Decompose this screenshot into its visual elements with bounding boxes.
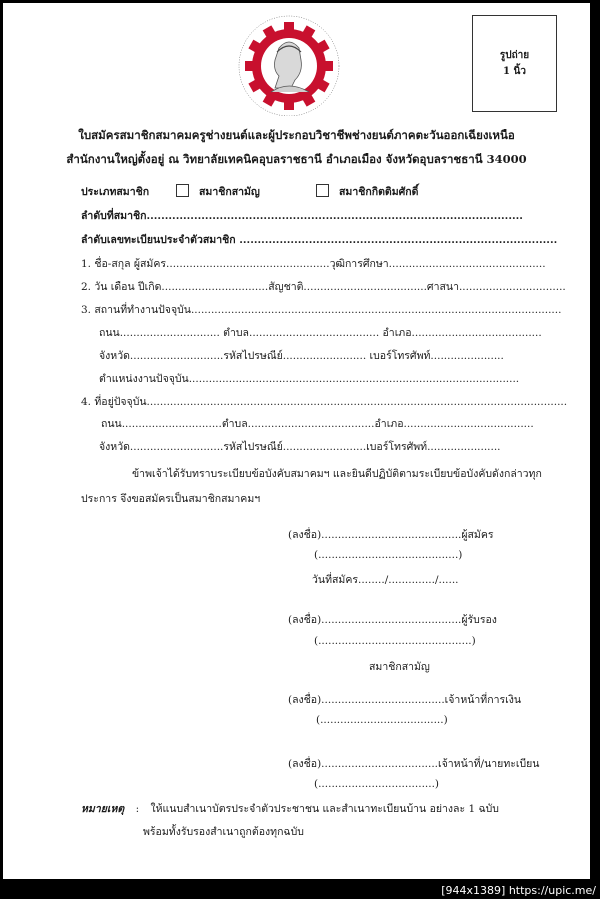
photo-label: รูปถ่าย [499, 49, 530, 61]
note-line-2: พร้อมทั้งรับรองสำเนาถูกต้องทุกฉบับ [143, 826, 304, 838]
member-number-field[interactable]: ลำดับที่สมาชิก....................................................................................................... [81, 210, 523, 222]
photo-size-label: 1 นิ้ว [503, 65, 526, 77]
certifier-signature-field[interactable]: (ลงชื่อ)..........................................ผู้รับรอง [288, 614, 497, 626]
finance-officer-signature-field[interactable]: (ลงชื่อ).....................................เจ้าหน้าที่การเงิน [288, 694, 522, 706]
option-ordinary-member[interactable] [176, 183, 260, 200]
photo-placeholder-box [472, 15, 557, 112]
field-name-education[interactable]: 1. ชื่อ-สกุล ผู้สมัคร.................................................วุฒิการศึกษา............................................... [81, 258, 546, 270]
certifier-name-field[interactable]: (..............................................) [314, 635, 476, 647]
registrar-signature-field[interactable]: (ลงชื่อ)...................................เจ้าหน้าที่/นายทะเบียน [288, 758, 540, 770]
field-workplace-road[interactable]: ถนน.............................. ตำบล....................................... อำเภอ....................................... [99, 327, 542, 339]
note-line-1 [81, 800, 499, 817]
declaration-line-1: ข้าพเจ้าได้รับทราบระเบียบข้อบังคับสมาคมฯ และยินดีปฏิบัติตามระเบียบข้อบังคับดังกล่าวทุก [132, 468, 542, 480]
member-register-number-field[interactable]: ลำดับเลขทะเบียนประจำตัวสมาชิก ....................................................................................... [81, 234, 558, 246]
honorary-member-label: สมาชิกกิตติมศักดิ์ [339, 186, 419, 198]
finance-officer-name-field[interactable]: (.....................................) [316, 714, 448, 726]
field-current-position[interactable]: ตำแหน่งงานปัจจุบัน................................................................................................... [99, 373, 520, 385]
registrar-name-field[interactable]: (...................................) [314, 778, 440, 790]
form-title: ใบสมัครสมาชิกสมาคมครูช่างยนต์และผู้ประกอบวิชาชีพช่างยนต์ภาคตะวันออกเฉียงเหนือ [78, 128, 515, 142]
applicant-signature-field[interactable]: (ลงชื่อ)..........................................ผู้สมัคร [288, 529, 494, 541]
checkbox-honorary-member[interactable] [316, 184, 329, 197]
application-date-field[interactable]: วันที่สมัคร......../............../...... [312, 574, 459, 586]
declaration-line-2: ประการ จึงขอสมัครเป็นสมาชิกสมาคมฯ [81, 493, 261, 505]
association-gear-logo-icon [230, 12, 348, 116]
membership-type-label: ประเภทสมาชิก [81, 186, 150, 198]
field-workplace-province[interactable]: จังหวัด............................รหัสไปรษณีย์......................... เบอร์โทรศัพท์...................... [99, 350, 504, 362]
office-address: สำนักงานใหญ่ตั้งอยู่ ณ วิทยาลัยเทคนิคอุบลราชธานี อำเภอเมือง จังหวัดอุบลราชธานี 34000 [66, 152, 527, 166]
certifier-role-label: สมาชิกสามัญ [369, 661, 430, 673]
field-address-road[interactable]: ถนน..............................ตำบล......................................อำเภอ....................................... [101, 418, 534, 430]
field-birth-nationality-religion[interactable]: 2. วัน เดือน ปีเกิด................................สัญชาติ.....................................ศาสนา................................ [81, 281, 566, 293]
field-workplace[interactable]: 3. สถานที่ทำงานปัจจุบัน............................................................................................................... [81, 304, 562, 316]
application-form-page [3, 3, 590, 879]
note-colon: : [135, 803, 140, 815]
note-label: หมายเหตุ [81, 803, 125, 815]
field-current-address[interactable]: 4. ที่อยู่ปัจจุบัน.............................................................................................................................. [81, 396, 568, 408]
option-honorary-member[interactable] [316, 183, 418, 200]
checkbox-ordinary-member[interactable] [176, 184, 189, 197]
note-text-1: ให้แนบสำเนาบัตรประจำตัวประชาชน และสำเนาทะเบียนบ้าน อย่างละ 1 ฉบับ [150, 803, 499, 815]
applicant-name-field[interactable]: (..........................................) [314, 549, 463, 561]
ordinary-member-label: สมาชิกสามัญ [199, 186, 260, 198]
field-address-province[interactable]: จังหวัด............................รหัสไปรษณีย์.........................เบอร์โทรศัพท์...................... [99, 441, 501, 453]
image-host-watermark: [944x1389] https://upic.me/ [441, 884, 596, 897]
